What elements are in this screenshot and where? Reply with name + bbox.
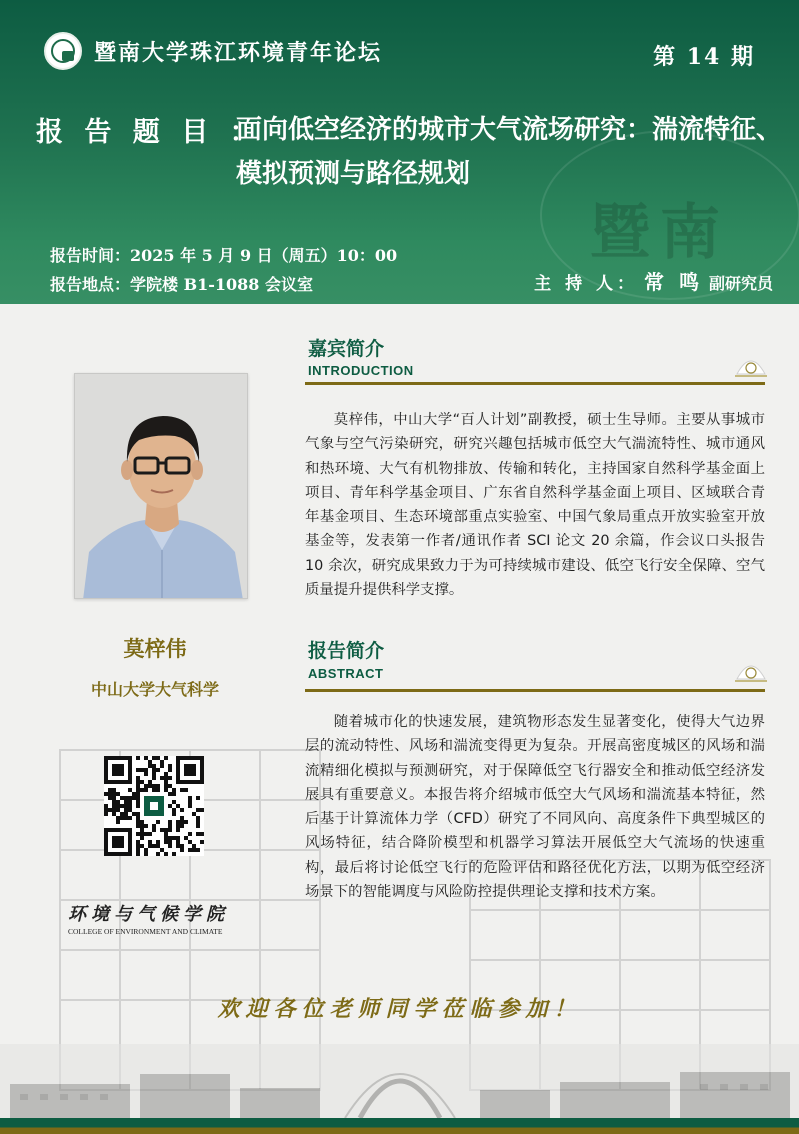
title-label: 报 告 题 目 ： — [36, 117, 263, 148]
host-name: 常 鸣 — [644, 270, 703, 294]
host-info — [534, 266, 773, 295]
university-logo-icon — [44, 32, 82, 70]
seal-watermark-glyphs: 暨南 — [590, 198, 730, 268]
speaker-name: 莫梓伟 — [123, 637, 187, 661]
issue-number: 第 14 期 — [653, 44, 755, 70]
college-name-cn: 环境与气候学院 — [68, 904, 229, 925]
report-place: 报告地点：学院楼 B1-1088 会议室 — [50, 275, 313, 294]
section-emblem-icon — [733, 655, 769, 685]
welcome-message: 欢迎各位老师同学莅临参加！ — [217, 996, 582, 1022]
speaker-portrait-image — [75, 374, 248, 599]
report-time: 报告时间：2025 年 5 月 9 日（周五）10：00 — [50, 246, 398, 265]
intro-section-title: 嘉宾简介 — [308, 338, 385, 360]
abstract-section-title: 报告简介 — [308, 640, 385, 662]
section-emblem-icon — [733, 350, 769, 380]
college-name-en: COLLEGE OF ENVIRONMENT AND CLIMATE — [68, 927, 223, 936]
abstract-divider — [305, 689, 765, 692]
bottom-color-bar — [0, 1118, 799, 1134]
intro-divider — [305, 382, 765, 385]
host-label: 主 持 人： — [534, 274, 639, 294]
abstract-section-subtitle: ABSTRACT — [308, 666, 384, 681]
host-rank: 副研究员 — [708, 274, 773, 293]
abstract-paragraph: 随着城市化的快速发展，建筑物形态发生显著变化，使得大气边界层的流动特性、风场和湍流变得更为复杂。开展高密度城区的风场和湍流精细化模拟与预测研究，对于保障低空飞行器安全和推动低空经济发展具有重要意义。本报告将介绍城市低空大气风场和湍流基本特征，然后基于计算流体力学（CFD）研究了不同风向、高度条件下典型城区的风场特征，结合降阶模型和机器学习算法开展低空大气流场的快速重构，最后将讨论低空飞行的危险评估和路径优化方法，以期为低空经济场景下的智能调度与风险防控提供理论支撑和技术方案。 — [305, 714, 765, 901]
header-banner — [0, 0, 799, 304]
campus-skyline-image — [0, 1044, 799, 1118]
forum-name: 暨南大学珠江环境青年论坛 — [94, 40, 383, 66]
qr-code-icon — [104, 756, 204, 856]
speaker-affiliation: 中山大学大气科学 — [90, 680, 219, 699]
intro-section-subtitle: INTRODUCTION — [308, 363, 414, 378]
intro-paragraph: 莫梓伟，中山大学“百人计划”副教授，硕士生导师。主要从事城市气象与空气污染研究，研究兴趣包括城市低空大气湍流特性、城市通风和热环境、大气有机物排放、传输和转化，主持国家自然科学基金面上项目、青年科学基金项目、广东省自然科学基金面上项目、区域联合青年基金项目、生态环境部重点实验室、中国气象局重点开放实验室开放基金等，发表第一作者/通讯作者 SCI 论文 20 余篇，作会议口头报告 10 余次，研究成果致力于为可持续城市建设、低空飞行安全保障、空气质量提升提供科学支撑。 — [305, 412, 765, 599]
speaker-photo — [74, 373, 248, 599]
report-title: 面向低空经济的城市大气流场研究：湍流特征、模拟预测与路径规划 — [236, 115, 783, 189]
